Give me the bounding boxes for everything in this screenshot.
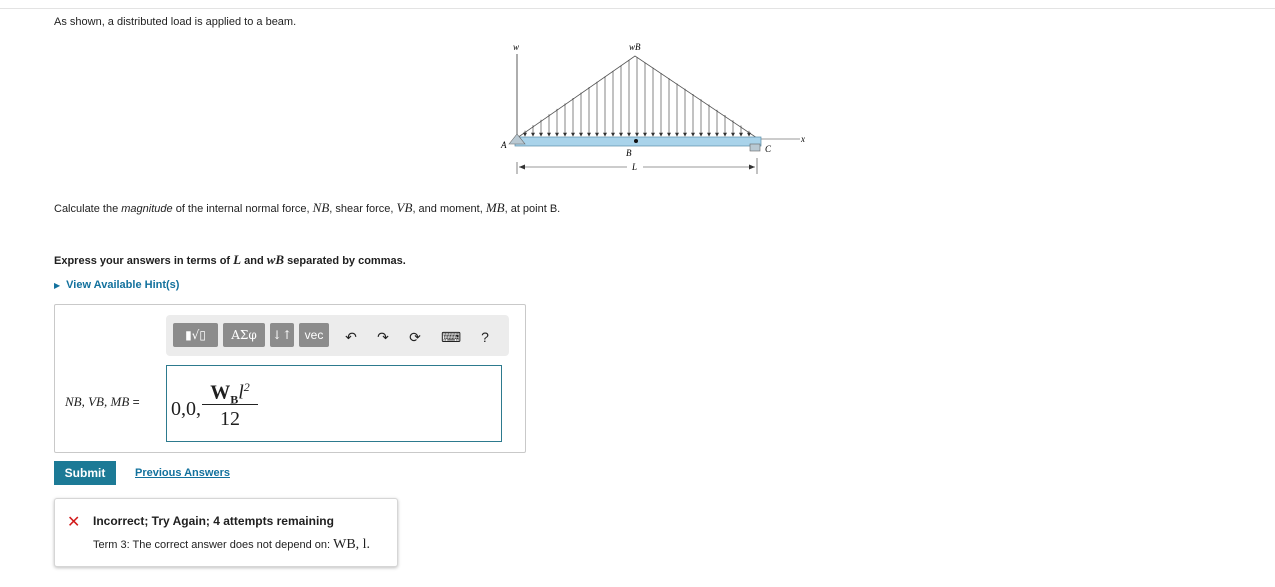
fraction-sqrt-icon: ▮√▯ bbox=[185, 328, 206, 342]
load-arrow-head bbox=[644, 133, 647, 136]
question-text bbox=[54, 200, 560, 216]
feedback-detail-math: WB, l. bbox=[333, 537, 371, 552]
help-button[interactable]: ? bbox=[481, 329, 489, 345]
instruction-part: and bbox=[241, 255, 267, 267]
load-arrow-head bbox=[668, 133, 671, 136]
var-NB: NB bbox=[312, 200, 330, 215]
previous-answers-link[interactable]: Previous Answers bbox=[135, 467, 230, 479]
load-arrow-head bbox=[620, 133, 623, 136]
vec-button[interactable]: vec bbox=[299, 323, 329, 347]
load-arrow-head bbox=[572, 133, 575, 136]
load-arrow-head bbox=[700, 133, 703, 136]
var-MB: MB bbox=[485, 200, 505, 215]
fraction-denominator: 12 bbox=[220, 408, 240, 430]
x-label: x bbox=[801, 134, 805, 144]
submit-button[interactable]: Submit bbox=[54, 461, 116, 485]
point-B bbox=[634, 139, 638, 143]
load-arrow-head bbox=[684, 133, 687, 136]
numerator-l: l bbox=[238, 381, 244, 404]
load-arrow-head bbox=[660, 133, 663, 136]
vars-text: NB, VB, MB bbox=[65, 394, 130, 409]
load-arrow-head bbox=[740, 133, 743, 136]
load-arrow-head bbox=[676, 133, 679, 136]
numerator-exponent: 2 bbox=[243, 380, 250, 394]
beam bbox=[515, 137, 761, 146]
load-arrows bbox=[524, 57, 751, 136]
question-part: , at point B. bbox=[504, 203, 561, 215]
load-arrow-head bbox=[532, 133, 535, 136]
load-arrow-head bbox=[580, 133, 583, 136]
reset-icon[interactable]: ⟳ bbox=[409, 328, 421, 345]
hints-label: View Available Hint(s) bbox=[66, 279, 180, 291]
question-part: Calculate the bbox=[54, 203, 122, 215]
C-label: C bbox=[765, 144, 772, 154]
fraction-numerator bbox=[202, 372, 258, 407]
answer-lead-terms: 0,0, bbox=[171, 398, 201, 420]
feedback-message: Incorrect; Try Again; 4 attempts remaining bbox=[93, 514, 334, 528]
undo-icon[interactable]: ↶ bbox=[345, 328, 357, 345]
load-arrow-head bbox=[628, 133, 631, 136]
answer-input[interactable] bbox=[166, 365, 502, 442]
load-arrow-head bbox=[596, 133, 599, 136]
load-arrow-head bbox=[732, 133, 735, 136]
answer-fraction bbox=[202, 372, 258, 431]
load-arrow-head bbox=[564, 133, 567, 136]
feedback-box bbox=[54, 498, 398, 567]
load-arrow-head bbox=[548, 133, 551, 136]
feedback-detail bbox=[93, 537, 370, 553]
equals-sign: = bbox=[129, 395, 140, 409]
question-emphasis: magnitude bbox=[121, 203, 173, 215]
question-part: , shear force, bbox=[329, 203, 397, 215]
numerator-W: W bbox=[210, 381, 231, 404]
templates-button[interactable] bbox=[173, 323, 218, 347]
load-arrow-head bbox=[708, 133, 711, 136]
incorrect-icon: ✕ bbox=[67, 514, 81, 531]
w-label: w bbox=[513, 42, 520, 52]
feedback-detail-text: Term 3: The correct answer does not depend on: bbox=[93, 539, 334, 551]
load-arrow-head bbox=[748, 133, 751, 136]
beam-diagram bbox=[495, 36, 815, 181]
load-arrow-head bbox=[692, 133, 695, 136]
var-L: L bbox=[233, 252, 242, 267]
greek-button[interactable]: ΑΣφ bbox=[223, 323, 265, 347]
support-C bbox=[750, 144, 760, 151]
expand-triangle-icon: ▶ bbox=[54, 281, 61, 290]
keyboard-icon[interactable]: ⌨ bbox=[440, 328, 462, 345]
top-divider bbox=[0, 8, 1275, 9]
load-arrow-head bbox=[524, 133, 527, 136]
question-part: , and moment, bbox=[412, 203, 486, 215]
var-VB: VB bbox=[396, 200, 413, 215]
load-arrow-head bbox=[556, 133, 559, 136]
wB-label: wB bbox=[629, 42, 641, 52]
instruction-part: Express your answers in terms of bbox=[54, 255, 234, 267]
arrows-button[interactable]: ↓↑ bbox=[270, 323, 294, 347]
B-label: B bbox=[626, 148, 632, 158]
beam-figure bbox=[495, 36, 815, 184]
answer-panel bbox=[54, 304, 526, 453]
load-arrow-head bbox=[612, 133, 615, 136]
numerator-subscript: B bbox=[230, 392, 239, 407]
load-arrow-head bbox=[604, 133, 607, 136]
load-arrow-head bbox=[588, 133, 591, 136]
var-wB: wB bbox=[266, 252, 285, 267]
problem-intro: As shown, a distributed load is applied to a beam. bbox=[54, 16, 297, 28]
redo-icon[interactable]: ↷ bbox=[377, 328, 389, 345]
question-part: of the internal normal force, bbox=[172, 203, 313, 215]
load-arrow-head bbox=[724, 133, 727, 136]
answer-variables-label bbox=[65, 394, 140, 410]
load-arrow-head bbox=[716, 133, 719, 136]
load-arrow-head bbox=[652, 133, 655, 136]
view-hints-link[interactable] bbox=[54, 279, 179, 291]
L-label: L bbox=[632, 162, 638, 172]
answer-instructions bbox=[54, 252, 406, 268]
load-arrow-head bbox=[636, 133, 639, 136]
load-arrow-head bbox=[540, 133, 543, 136]
math-toolbar bbox=[166, 315, 509, 356]
instruction-part: separated by commas. bbox=[284, 255, 406, 267]
A-label: A bbox=[501, 140, 507, 150]
